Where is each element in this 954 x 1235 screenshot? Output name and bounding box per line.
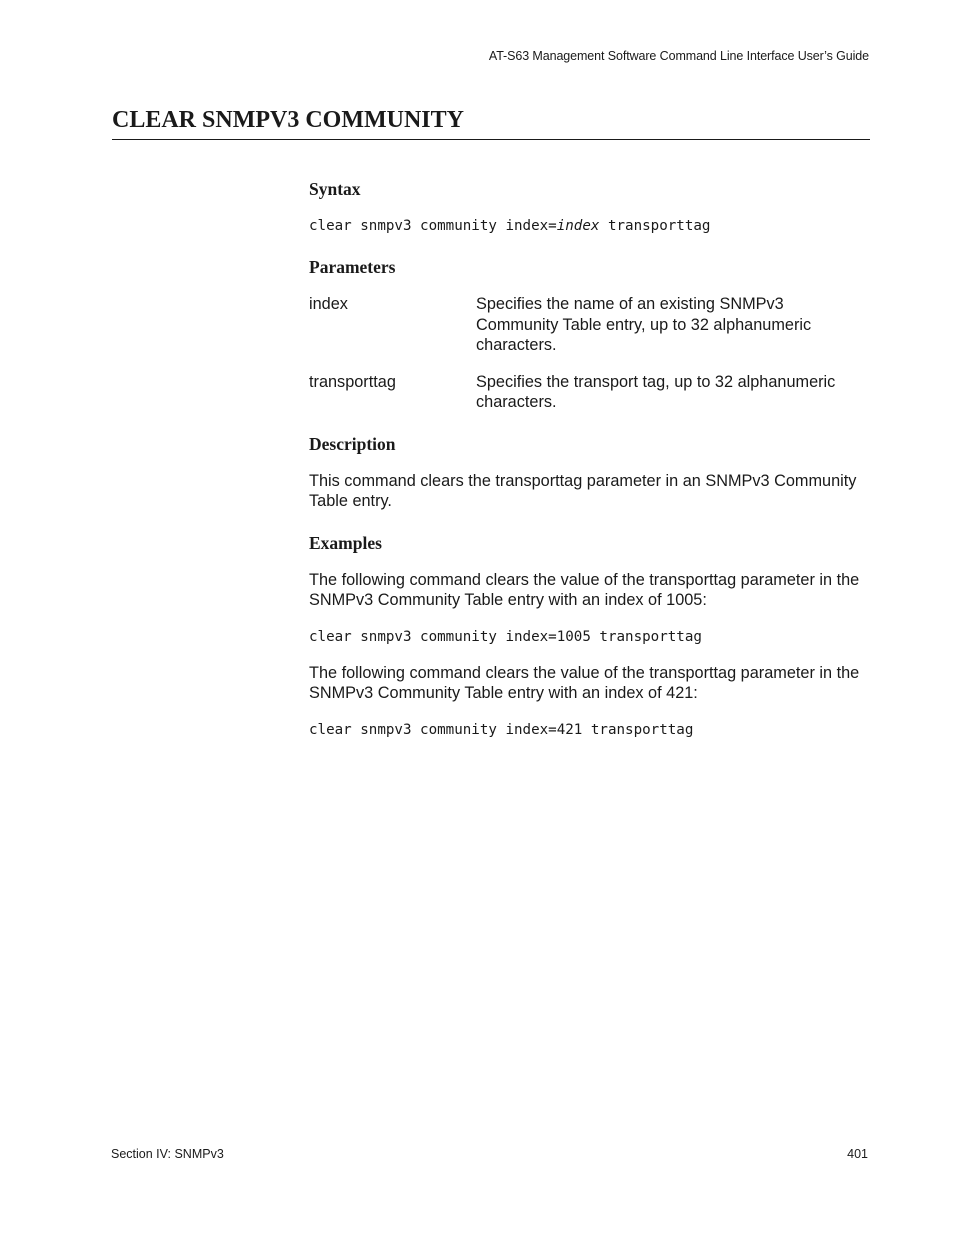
syntax-command-prefix: clear snmpv3 community index=	[309, 218, 557, 234]
example-command: clear snmpv3 community index=1005 transporttag	[309, 628, 702, 645]
footer-section: Section IV: SNMPv3	[111, 1147, 224, 1161]
syntax-command-suffix: transporttag	[599, 218, 711, 234]
parameter-name: index	[309, 295, 348, 313]
parameter-row-index	[309, 294, 869, 356]
description-heading: Description	[309, 433, 396, 454]
description-text: This command clears the transporttag parameter in an SNMPv3 Community Table entry.	[309, 471, 857, 510]
syntax-command	[309, 216, 869, 236]
parameters-heading: Parameters	[309, 257, 396, 277]
page-title: CLEAR SNMPV3 COMMUNITY	[112, 106, 870, 140]
running-header: AT-S63 Management Software Command Line Interface User’s Guide	[488, 49, 869, 63]
parameter-row-transporttag	[309, 372, 869, 413]
content-body	[309, 178, 869, 740]
syntax-heading: Syntax	[309, 179, 361, 199]
examples-heading: Examples	[309, 532, 382, 553]
parameter-name: transporttag	[309, 372, 396, 391]
example-text: The following command clears the value of the transporttag parameter in the SNMPv3 Community Table entry with an index of 1005:	[309, 570, 860, 609]
example-command: clear snmpv3 community index=421 transporttag	[309, 721, 694, 738]
page-number: 401	[847, 1147, 868, 1161]
syntax-command-param: index	[556, 218, 600, 234]
parameter-description: Specifies the name of an existing SNMPv3 Community Table entry, up to 32 alphanumeric characters.	[476, 295, 812, 354]
parameter-description: Specifies the transport tag, up to 32 alphanumeric characters.	[476, 372, 836, 411]
example-text: The following command clears the value of the transporttag parameter in the SNMPv3 Community Table entry with an index of 421:	[309, 663, 860, 702]
